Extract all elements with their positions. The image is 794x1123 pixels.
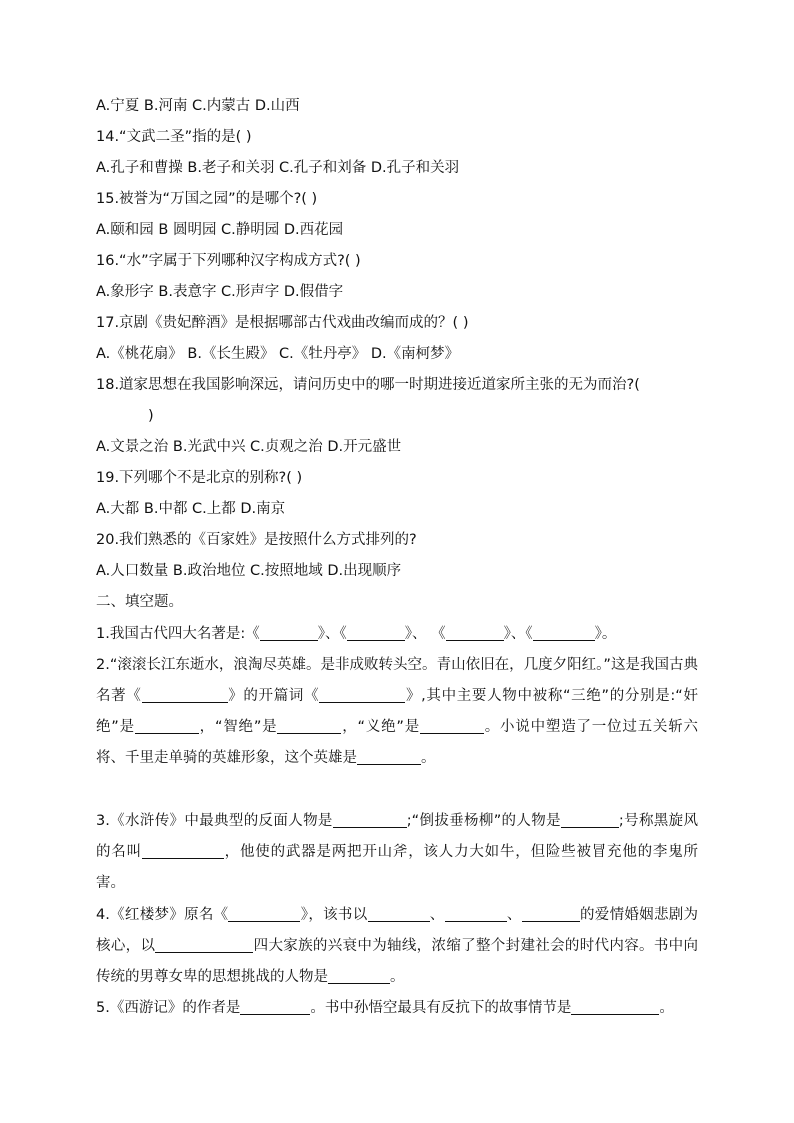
answer-blank[interactable] — [446, 624, 504, 641]
answer-blank[interactable] — [533, 624, 595, 641]
fill-question-5 — [96, 998, 674, 1018]
q15-options: A.颐和园 B 圆明园 C.静明园 D.西花园 — [96, 222, 344, 238]
q19-question: 19.下列哪个不是北京的别称?( ) — [96, 470, 303, 486]
fill-3-text-4: ，他使的武器是两把开山斧，该人力大如牛，但险些被冒充他的李鬼所害。 — [96, 844, 699, 891]
fill-2-text-5: ，“义绝”是 — [341, 719, 420, 735]
fill-5-text-3: 。 — [659, 1000, 674, 1016]
answer-blank[interactable] — [445, 905, 507, 922]
answer-blank[interactable] — [420, 717, 484, 734]
q19-options: A.大都 B.中都 C.上都 D.南京 — [96, 501, 286, 517]
answer-blank[interactable] — [357, 748, 421, 765]
fill-4-text-7: 。 — [390, 969, 405, 985]
fill-4-text-2: 》，该书以 — [300, 907, 368, 923]
fill-4-text-4: 、 — [506, 907, 522, 923]
q14-question: 14.“文武二圣”指的是( ) — [96, 129, 252, 145]
answer-blank[interactable] — [277, 717, 341, 734]
q20-question: 20.我们熟悉的《百家姓》是按照什么方式排列的? — [96, 532, 417, 548]
answer-blank[interactable] — [142, 686, 228, 703]
fill-5-text-1: 5.《西游记》的作者是 — [96, 1000, 241, 1016]
fill-2-text-1: 2.“滚滚长江东逝水，浪淘尽英雄。是非成败转头空。青山依旧在，几度夕阳红。”这是我国古典名著《 — [96, 657, 698, 704]
fill-question-3 — [96, 806, 698, 899]
answer-blank[interactable] — [561, 811, 619, 828]
fill-4-text-1: 4.《红楼梦》原名《 — [96, 907, 229, 923]
answer-blank[interactable] — [260, 624, 318, 641]
fill-4-text-6: 四大家族的兴衰中为轴线，浓缩了整个封建社会的时代内容。书中向传统的男尊女卑的思想挑战的人物是 — [96, 938, 699, 985]
fill-1-text-5: 》。 — [594, 626, 617, 642]
fill-2-text-7: 。 — [421, 750, 436, 766]
fill-question-4 — [96, 900, 698, 993]
q18-options: A.文景之治 B.光武中兴 C.贞观之治 D.开元盛世 — [96, 439, 402, 455]
answer-blank[interactable] — [368, 905, 430, 922]
answer-blank[interactable] — [347, 624, 405, 641]
answer-blank[interactable] — [522, 905, 580, 922]
fill-2-text-4: ，“智绝”是 — [198, 719, 278, 735]
fill-2-text-6: 。小说中塑造了一位过五关斩六将、千里走单骑的英雄形象，这个英雄是 — [96, 719, 699, 766]
fill-2-text-2: 》的开篇词《 — [227, 688, 320, 704]
q13-options: A.宁夏 B.河南 C.内蒙古 D.山西 — [96, 98, 300, 114]
q18-question: 18.道家思想在我国影响深远，请问历史中的哪一时期进接近道家所主张的无为而治?( — [96, 377, 640, 393]
fill-question-1 — [96, 624, 616, 644]
answer-blank[interactable] — [228, 905, 300, 922]
q14-options: A.孔子和曹操 B.老子和关羽 C.孔子和刘备 D.孔子和关羽 — [96, 160, 460, 176]
q18-question-bracket: ) — [148, 408, 154, 424]
fill-2-text-3: 》,其中主要人物中被称“三绝”的分别是:“奸绝”是 — [96, 688, 698, 735]
fill-1-text-1: 1.我国古代四大名著是:《 — [96, 626, 260, 642]
answer-blank[interactable] — [240, 998, 310, 1015]
answer-blank[interactable] — [333, 811, 407, 828]
section-heading-fill-in: 二、填空题。 — [96, 594, 183, 610]
fill-4-text-3: 、 — [429, 907, 445, 923]
fill-3-text-2: ;“倒拔垂杨柳”的人物是 — [406, 813, 561, 829]
answer-blank[interactable] — [142, 842, 224, 859]
answer-blank[interactable] — [571, 998, 659, 1015]
fill-1-text-3: 》、 《 — [404, 626, 446, 642]
q20-options: A.人口数量 B.政治地位 C.按照地域 D.出现顺序 — [96, 563, 402, 579]
q15-question: 15.被誉为“万国之园”的是哪个?( ) — [96, 191, 318, 207]
q16-question: 16.“水”字属于下列哪种汉字构成方式?( ) — [96, 253, 361, 269]
fill-question-2 — [96, 650, 698, 774]
answer-blank[interactable] — [135, 717, 199, 734]
fill-3-text-1: 3.《水浒传》中最典型的反面人物是 — [96, 813, 333, 829]
fill-1-text-2: 》、《 — [317, 626, 347, 642]
fill-4-text-5: 的爱情婚姻悲剧为核心，以 — [96, 907, 699, 954]
q17-question: 17.京剧《贵妃醉酒》是根据哪部古代戏曲改编而成的？( ) — [96, 315, 469, 331]
q17-options: A.《桃花扇》 B.《长生殿》 C.《牡丹亭》 D.《南柯梦》 — [96, 346, 460, 362]
answer-blank[interactable] — [319, 686, 405, 703]
fill-5-text-2: 。书中孙悟空最具有反抗下的故事情节是 — [310, 1000, 572, 1016]
q16-options: A.象形字 B.表意字 C.形声字 D.假借字 — [96, 284, 344, 300]
answer-blank[interactable] — [155, 936, 253, 953]
answer-blank[interactable] — [328, 967, 390, 984]
fill-1-text-4: 》、《 — [503, 626, 533, 642]
fill-3-text-3: ;号称黑旋风的名叫 — [96, 813, 698, 860]
